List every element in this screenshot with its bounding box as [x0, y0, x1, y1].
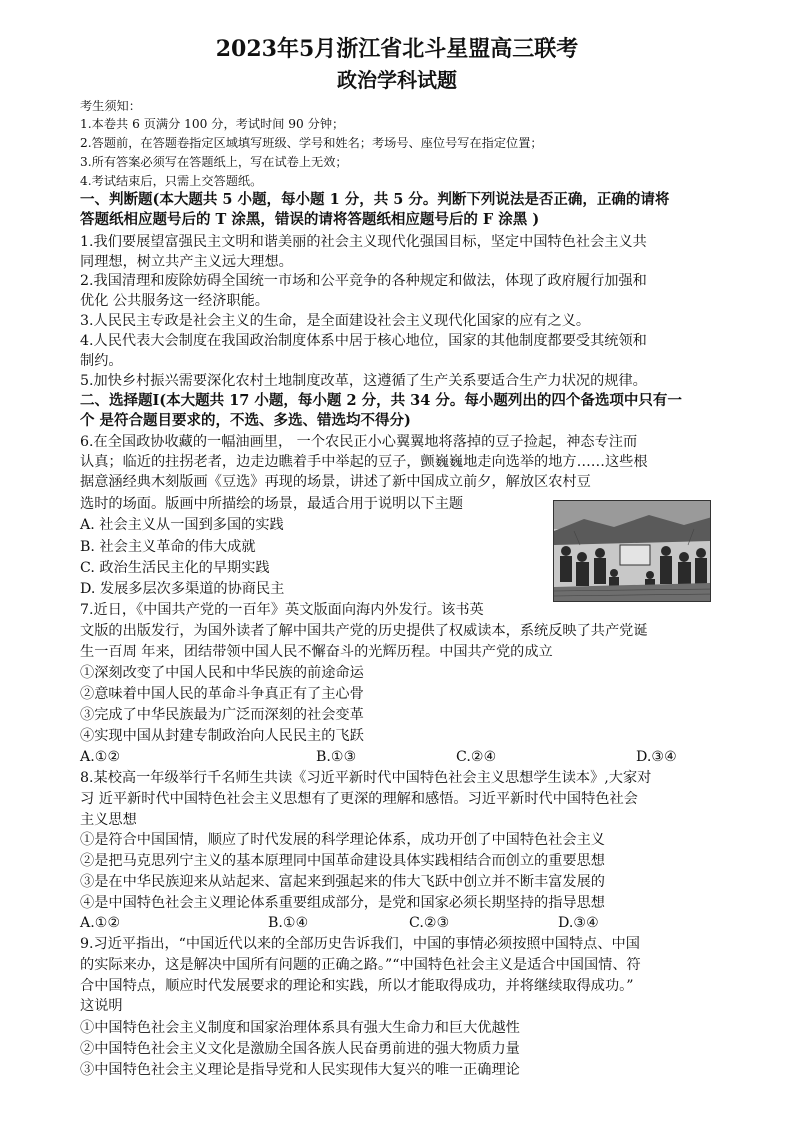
- question-6-option: D. 发展多层次多渠道的协商民主: [80, 581, 285, 597]
- question-8-item: ①是符合中国国情，顺应了时代发展的科学理论体系，成功开创了中国特色社会主义: [80, 832, 605, 848]
- true-false-question-text: 同理想，树立共产主义远大理想。: [80, 254, 293, 270]
- question-9-stem: 合中国特点，顺应时代发展要求的理论和实践，所以才能取得成功，并将继续取得成功。”: [80, 978, 634, 994]
- question-7-item: ④实现中国从封建专制政治向人民民主的飞跃: [80, 728, 364, 744]
- notice-item: 3.所有答案必须写在答题纸上，写在试卷上无效；: [80, 155, 348, 169]
- question-7-item: ②意味着中国人民的革命斗争真正有了主心骨: [80, 686, 364, 702]
- exam-title: 2023年5月浙江省北斗星盟高三联考: [215, 36, 579, 62]
- question-8-stem: 8.某校高一年级举行千名师生共读《习近平新时代中国特色社会主义思想学生读本》,大家对: [80, 770, 652, 786]
- question-7-item: ①深刻改变了中国人民和中华民族的前途命运: [80, 665, 364, 681]
- question-6-option: C. 政治生活民主化的早期实践: [80, 560, 270, 576]
- true-false-question-text: 5.加快乡村振兴需要深化农村土地制度改革，这遵循了生产关系要适合生产力状况的规律。: [80, 373, 647, 389]
- question-6-stem: 认真；临近的拄拐老者，边走边瞧着手中举起的豆子，颤巍巍地走向选举的地方……这些根: [80, 454, 648, 470]
- question-7-choice-a: A.①②: [80, 749, 121, 765]
- question-8-item: ②是把马克思列宁主义的基本原理同中国革命建设具体实践相结合而创立的重要思想: [80, 853, 605, 869]
- section1-heading: 一、判断题(本大题共 5 小题，每小题 1 分，共 5 分。判断下列说法是否正确，正确的请将: [80, 191, 670, 208]
- question-7-stem: 7.近日，《中国共产党的一百年》英文版面向海内外发行。该书英: [80, 602, 484, 618]
- question-9-stem: 的实际来办，这是解决中国所有问题的正确之路。”“中国特色社会主义是适合中国国情、符: [80, 957, 641, 973]
- question-6-stem: 选时的场面。版画中所描绘的场景，最适合用于说明以下主题: [80, 496, 464, 512]
- notice-heading: 考生须知：: [80, 99, 141, 113]
- question-6-option: B. 社会主义革命的伟大成就: [80, 539, 256, 555]
- true-false-question-text: 4.人民代表大会制度在我国政治制度体系中居于核心地位，国家的其他制度都要受其统领和: [80, 333, 647, 349]
- question-9-item: ③中国特色社会主义理论是指导党和人民实现伟大复兴的唯一正确理论: [80, 1062, 520, 1078]
- true-false-question-text: 1.我们要展望富强民主文明和谐美丽的社会主义现代化强国目标，坚定中国特色社会主义共: [80, 234, 647, 250]
- question-6-option: A. 社会主义从一国到多国的实践: [80, 517, 284, 533]
- true-false-question-text: 优化 公共服务这一经济职能。: [80, 293, 269, 309]
- section2-heading: 个 是符合题目要求的，不选、多选、错选均不得分): [80, 412, 411, 429]
- question-8-item: ④是中国特色社会主义理论体系重要组成部分，是党和国家必须长期坚持的指导思想: [80, 895, 605, 911]
- question-6-stem: 6.在全国政协收藏的一幅油画里， 一个农民正小心翼翼地将落掉的豆子捡起，神态专注而: [80, 434, 638, 450]
- true-false-question-text: 制约。: [80, 353, 123, 369]
- question-8-stem: 主义思想: [80, 812, 137, 828]
- notice-item: 1.本卷共 6 页满分 100 分，考试时间 90 分钟；: [80, 117, 345, 131]
- question-6-stem: 据意涵经典木刻版画《豆选》再现的场景，讲述了新中国成立前夕，解放区农村豆: [80, 474, 591, 490]
- question-9-item: ①中国特色社会主义制度和国家治理体系具有强大生命力和巨大优越性: [80, 1020, 520, 1036]
- section1-heading: 答题纸相应题号后的 T 涂黑，错误的请将答题纸相应题号后的 F 涂黑 ): [80, 211, 540, 228]
- question-9-stem: 这说明: [80, 998, 123, 1014]
- woodcut-print-image: [553, 500, 711, 602]
- question-7-item: ③完成了中华民族最为广泛而深刻的社会变革: [80, 707, 364, 723]
- question-7-choice-d: D.③④: [636, 749, 677, 765]
- question-8-choice-d: D.③④: [558, 915, 599, 931]
- question-7-choice-b: B.①③: [316, 749, 357, 765]
- question-8-choice-a: A.①②: [80, 915, 121, 931]
- exam-subtitle: 政治学科试题: [337, 68, 457, 92]
- question-8-choice-b: B.①④: [268, 915, 309, 931]
- notice-item: 4.考试结束后，只需上交答题纸。: [80, 174, 263, 188]
- true-false-question-text: 3.人民民主专政是社会主义的生命，是全面建设社会主义现代化国家的应有之义。: [80, 313, 591, 329]
- question-9-item: ②中国特色社会主义文化是激励全国各族人民奋勇前进的强大物质力量: [80, 1041, 520, 1057]
- section2-heading: 二、选择题I(本大题共 17 小题，每小题 2 分，共 34 分。每小题列出的四个备选项中只有一: [80, 392, 682, 409]
- question-7-choice-c: C.②④: [456, 749, 497, 765]
- question-7-stem: 文版的出版发行，为国外读者了解中国共产党的历史提供了权威读本，系统反映了共产党诞: [80, 623, 648, 639]
- question-8-stem: 习 近平新时代中国特色社会主义思想有了更深的理解和感悟。习近平新时代中国特色社会: [80, 791, 638, 807]
- question-8-item: ③是在中华民族迎来从站起来、富起来到强起来的伟大飞跃中创立并不断丰富发展的: [80, 874, 605, 890]
- notice-item: 2.答题前，在答题卷指定区域填写班级、学号和姓名；考场号、座位号写在指定位置；: [80, 136, 543, 150]
- question-9-stem: 9.习近平指出，“中国近代以来的全部历史告诉我们，中国的事情必须按照中国特点、中国: [80, 936, 640, 952]
- true-false-question-text: 2.我国清理和废除妨碍全国统一市场和公平竞争的各种规定和做法，体现了政府履行加强和: [80, 273, 647, 289]
- question-7-stem: 生一百周 年来，团结带领中国人民不懈奋斗的光辉历程。中国共产党的成立: [80, 644, 553, 660]
- question-8-choice-c: C.②③: [409, 915, 450, 931]
